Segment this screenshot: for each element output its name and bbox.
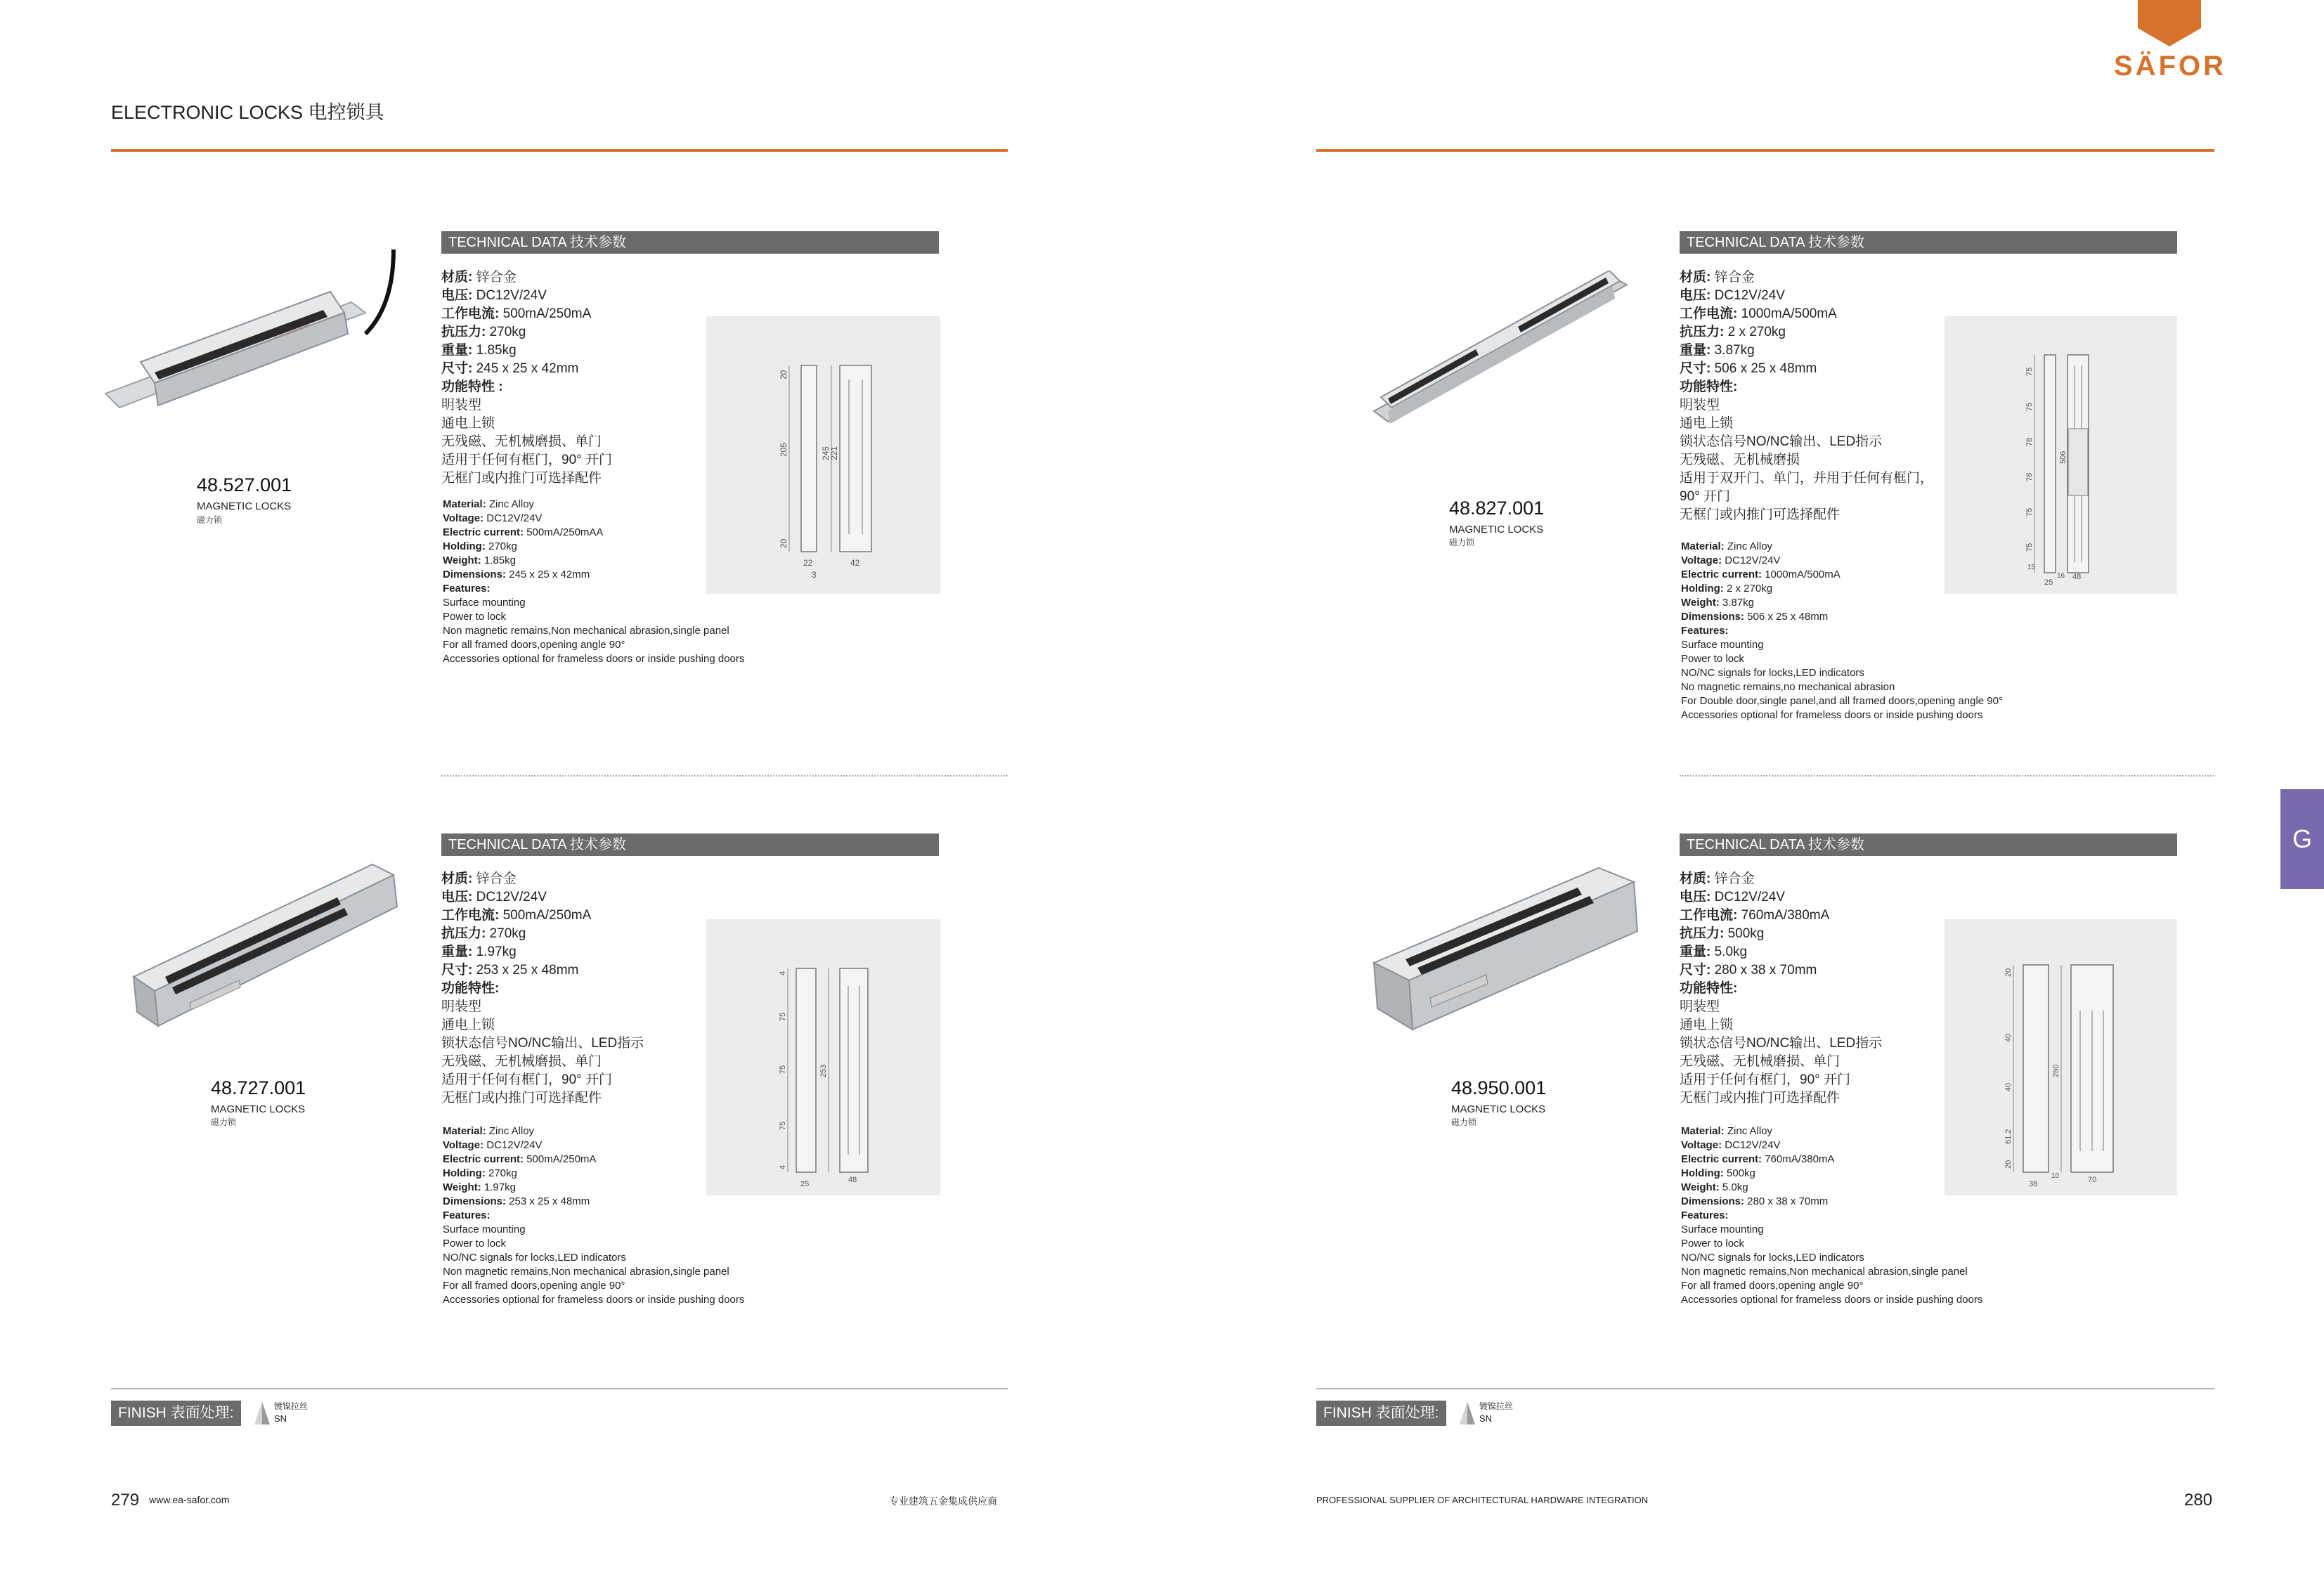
- spec-row: Surface mounting: [443, 597, 526, 609]
- technical-data-header: TECHNICAL DATA 技术参数: [441, 833, 939, 856]
- spec-row: Accessories optional for frameless doors or inside pushing doors: [443, 653, 745, 665]
- dimension-label: 506: [2059, 450, 2067, 464]
- spec-row: 通电上锁: [441, 1018, 495, 1032]
- spec-row: Voltage: DC12V/24V: [443, 512, 543, 524]
- dimension-label: 75: [779, 1121, 787, 1130]
- brand-name: SÄFOR: [2114, 51, 2226, 82]
- spec-row: 材质: 锌合金: [1680, 270, 1755, 285]
- spec-row: 材质: 锌合金: [441, 270, 517, 285]
- dimension-label: 205: [779, 442, 788, 457]
- spec-row: 无框门或内推门可选择配件: [441, 471, 602, 486]
- page-number-right: 280: [2184, 1491, 2213, 1510]
- spec-row: Power to lock: [1681, 1238, 1745, 1250]
- spec-row: 重量: 3.87kg: [1680, 343, 1755, 358]
- spec-row: 电压: DC12V/24V: [1680, 288, 1785, 303]
- dimension-label: 4: [779, 1164, 787, 1169]
- product-photo: [98, 242, 408, 432]
- spec-row: Weight: 1.85kg: [443, 554, 516, 566]
- product-type-cn: 磁力锁: [197, 515, 223, 525]
- spec-row: Electric current: 1000mA/500mA: [1681, 569, 1841, 580]
- spec-row: NO/NC signals for locks,LED indicators: [1681, 1252, 1864, 1264]
- spec-row: Power to lock: [1681, 653, 1745, 665]
- spec-row: 明装型: [441, 999, 482, 1014]
- spec-row: 重量: 1.85kg: [441, 343, 517, 358]
- spec-row: Electric current: 500mA/250mAA: [443, 526, 604, 538]
- dimension-label: 38: [2029, 1180, 2038, 1188]
- product-type-cn: 磁力锁: [1449, 538, 1475, 547]
- spec-row: 工作电流: 760mA/380mA: [1680, 908, 1830, 923]
- dimension-label: 25: [800, 1180, 810, 1188]
- spec-row: 材质: 锌合金: [441, 871, 517, 886]
- product-type: MAGNETIC LOCKS: [1451, 1103, 1546, 1115]
- section-tab[interactable]: G: [2280, 789, 2324, 889]
- spec-row: 功能特性:: [1680, 981, 1738, 996]
- spec-row: 尺寸: 280 x 38 x 70mm: [1680, 963, 1817, 978]
- technical-data-header: TECHNICAL DATA 技术参数: [1680, 231, 2177, 254]
- spec-row: Surface mounting: [443, 1224, 526, 1235]
- finish-rule-right: [1316, 1388, 2214, 1389]
- spec-row: 通电上锁: [1680, 1018, 1734, 1032]
- spec-row: For all framed doors,opening angle 90°: [443, 1280, 625, 1292]
- spec-row: NO/NC signals for locks,LED indicators: [443, 1252, 626, 1264]
- dimension-label: 3: [812, 570, 817, 580]
- dimension-diagram: [1945, 316, 2177, 594]
- dimension-label: 20: [779, 538, 788, 548]
- dimension-label: 4: [779, 971, 787, 975]
- spec-row: Dimensions: 506 x 25 x 48mm: [1681, 611, 1829, 623]
- dimension-label: 75: [779, 1065, 787, 1074]
- spec-row: Non magnetic remains,Non mechanical abrasion,single panel: [443, 1266, 729, 1278]
- dimension-diagram: [706, 919, 940, 1195]
- finish-swatch-code: SN: [1479, 1413, 1493, 1424]
- dimension-label: 48: [2072, 573, 2082, 581]
- product-type-cn: 磁力锁: [211, 1117, 237, 1127]
- spec-row: For all framed doors,opening angle 90°: [443, 639, 625, 651]
- spec-row: Dimensions: 253 x 25 x 48mm: [443, 1195, 590, 1207]
- page-title: ELECTRONIC LOCKS 电控锁具: [111, 102, 384, 123]
- spec-row: 锁状态信号NO/NC输出、LED指示: [441, 1036, 644, 1051]
- spec-list-cn: [1680, 268, 1954, 524]
- spec-row: NO/NC signals for locks,LED indicators: [1681, 667, 1864, 679]
- dimension-label: 25: [2044, 578, 2053, 587]
- section-divider: [1680, 775, 2214, 777]
- dimension-label: 75: [779, 1012, 787, 1021]
- spec-row: 锁状态信号NO/NC输出、LED指示: [1680, 1036, 1883, 1051]
- spec-row: Dimensions: 245 x 25 x 42mm: [443, 569, 590, 580]
- dimension-label: 280: [2052, 1064, 2060, 1077]
- section-divider: [441, 775, 1008, 777]
- spec-row: Weight: 1.97kg: [443, 1181, 516, 1193]
- dimension-label: 61.2: [2004, 1129, 2013, 1144]
- product-photo: [1367, 861, 1648, 1037]
- finish-label: FINISH 表面处理:: [1316, 1401, 1446, 1426]
- spec-row: 工作电流: 500mA/250mA: [441, 908, 592, 923]
- spec-row: Material: Zinc Alloy: [1681, 1125, 1773, 1137]
- dimension-label: 20: [779, 370, 788, 379]
- finish-swatch-cn: 镀镍拉丝: [1479, 1401, 1514, 1411]
- spec-row: Electric current: 500mA/250mA: [443, 1153, 597, 1165]
- spec-row: Voltage: DC12V/24V: [1681, 1139, 1781, 1151]
- dimension-label: 48: [848, 1176, 857, 1184]
- dimension-label: 22: [803, 558, 813, 568]
- spec-row: 抗压力: 500kg: [1680, 926, 1765, 941]
- spec-row: Holding: 270kg: [443, 1167, 517, 1179]
- spec-list-cn: [441, 268, 694, 488]
- finish-label: FINISH 表面处理:: [111, 1401, 241, 1426]
- spec-row: Dimensions: 280 x 38 x 70mm: [1681, 1195, 1829, 1207]
- dimension-label: 10: [2051, 1172, 2060, 1180]
- page-number-left: 279: [111, 1491, 140, 1510]
- spec-row: Accessories optional for frameless doors or inside pushing doors: [443, 1294, 745, 1306]
- spec-row: 无残磁、无机械磨损、单门: [441, 434, 602, 449]
- spec-row: Electric current: 760mA/380mA: [1681, 1153, 1835, 1165]
- spec-row: Holding: 500kg: [1681, 1167, 1755, 1179]
- spec-row: 电压: DC12V/24V: [441, 288, 547, 303]
- spec-row: Accessories optional for frameless doors or inside pushing doors: [1681, 709, 1983, 721]
- spec-row: Non magnetic remains,Non mechanical abrasion,single panel: [1681, 1266, 1968, 1278]
- spec-row: 材质: 锌合金: [1680, 871, 1755, 886]
- spec-row: Holding: 2 x 270kg: [1681, 583, 1773, 595]
- spec-row: 尺寸: 253 x 25 x 48mm: [441, 963, 579, 978]
- spec-row: Non magnetic remains,Non mechanical abrasion,single panel: [443, 625, 729, 637]
- spec-row: 适用于任何有框门，90° 开门: [441, 1072, 613, 1087]
- spec-row: 适用于任何有框门，90° 开门: [1680, 1072, 1851, 1087]
- product-type: MAGNETIC LOCKS: [1449, 524, 1544, 536]
- product-type-cn: 磁力锁: [1451, 1117, 1477, 1127]
- spec-row: 抗压力: 270kg: [441, 926, 526, 941]
- dimension-label: 42: [850, 558, 860, 568]
- spec-row: 明装型: [1680, 999, 1720, 1014]
- spec-row: 尺寸: 506 x 25 x 48mm: [1680, 361, 1817, 376]
- footer-tagline-en: PROFESSIONAL SUPPLIER OF ARCHITECTURAL HARDWARE INTEGRATION: [1316, 1495, 1649, 1505]
- product-code: 48.727.001: [211, 1077, 306, 1098]
- spec-row: 功能特性 :: [441, 379, 503, 394]
- spec-row: 电压: DC12V/24V: [1680, 890, 1785, 904]
- spec-row: 工作电流: 500mA/250mA: [441, 306, 592, 321]
- brand-logo-icon: [2138, 0, 2201, 46]
- spec-row: 工作电流: 1000mA/500mA: [1680, 306, 1837, 321]
- spec-row: For all framed doors,opening angle 90°: [1681, 1280, 1864, 1292]
- dimension-label: 75: [2025, 367, 2034, 376]
- spec-row: Holding: 270kg: [443, 540, 517, 552]
- spec-row: Voltage: DC12V/24V: [1681, 554, 1781, 566]
- spec-row: Power to lock: [443, 1238, 507, 1250]
- spec-row: 功能特性:: [1680, 379, 1738, 394]
- spec-row: 重量: 5.0kg: [1680, 945, 1748, 959]
- spec-row: Weight: 5.0kg: [1681, 1181, 1748, 1193]
- product-photo: [1370, 271, 1630, 432]
- finish-swatch-icon: [253, 1401, 271, 1426]
- finish-swatch-code: SN: [274, 1413, 287, 1424]
- spec-row: 90° 开门: [1680, 489, 1731, 504]
- dimension-label: 75: [2025, 507, 2034, 517]
- dimension-label: 40: [2004, 1082, 2013, 1091]
- dimension-label: 75: [2025, 543, 2034, 552]
- spec-row: 适用于双开门、单门，并用于任何有框门，: [1680, 471, 1934, 486]
- dimension-label: 70: [2088, 1176, 2097, 1184]
- product-code: 48.827.001: [1449, 498, 1545, 519]
- spec-row: Accessories optional for frameless doors or inside pushing doors: [1681, 1294, 1983, 1306]
- finish-swatch-cn: 镀镍拉丝: [274, 1401, 309, 1411]
- spec-row: Features:: [1681, 1209, 1729, 1221]
- finish-swatch-icon: [1458, 1401, 1476, 1426]
- dimension-label: 78: [2025, 472, 2034, 481]
- spec-row: 通电上锁: [441, 416, 495, 431]
- dimension-diagram: [706, 316, 940, 594]
- product-type: MAGNETIC LOCKS: [211, 1103, 306, 1115]
- technical-data-header: TECHNICAL DATA 技术参数: [1680, 833, 2177, 856]
- header-rule-right: [1316, 149, 2214, 152]
- spec-row: Material: Zinc Alloy: [1681, 540, 1773, 552]
- product-photo: [126, 854, 408, 1037]
- dimension-label: 15: [2027, 564, 2036, 571]
- spec-row: 电压: DC12V/24V: [441, 890, 547, 904]
- spec-row: 抗压力: 270kg: [441, 325, 526, 339]
- spec-row: 锁状态信号NO/NC输出、LED指示: [1680, 434, 1883, 449]
- website-link[interactable]: www.ea-safor.com: [149, 1494, 230, 1505]
- dimension-diagram: [1945, 919, 2177, 1195]
- spec-row: Material: Zinc Alloy: [443, 1125, 535, 1137]
- finish-rule-left: [111, 1388, 1008, 1389]
- dimension-label: 40: [2004, 1033, 2013, 1042]
- dimension-label: 78: [2025, 437, 2034, 446]
- spec-row: Voltage: DC12V/24V: [443, 1139, 543, 1151]
- product-type: MAGNETIC LOCKS: [197, 500, 292, 512]
- spec-row: Features:: [443, 583, 491, 595]
- product-code: 48.527.001: [197, 474, 292, 495]
- dimension-label: 16: [2057, 572, 2065, 580]
- spec-row: Weight: 3.87kg: [1681, 597, 1754, 609]
- spec-row: 无框门或内推门可选择配件: [1680, 507, 1841, 522]
- spec-row: 无残磁、无机械磨损: [1680, 453, 1800, 467]
- dimension-label: 20: [2004, 1160, 2013, 1169]
- dimension-label: 75: [2025, 402, 2034, 411]
- technical-data-header: TECHNICAL DATA 技术参数: [441, 231, 939, 254]
- spec-row: No magnetic remains,no mechanical abrasion: [1681, 681, 1895, 693]
- spec-row: 明装型: [1680, 398, 1720, 413]
- spec-list-cn: [441, 870, 715, 1108]
- footer-tagline-cn: 专业建筑五金集成供应商: [889, 1495, 997, 1507]
- spec-row: Material: Zinc Alloy: [443, 498, 535, 510]
- spec-row: Power to lock: [443, 611, 507, 623]
- spec-row: 功能特性:: [441, 981, 500, 996]
- spec-row: 重量: 1.97kg: [441, 945, 517, 959]
- dimension-label: 20: [2004, 968, 2013, 977]
- spec-row: 无残磁、无机械磨损、单门: [441, 1054, 602, 1069]
- spec-row: Features:: [443, 1209, 491, 1221]
- spec-row: Features:: [1681, 625, 1729, 637]
- spec-row: Surface mounting: [1681, 1224, 1764, 1235]
- spec-row: Surface mounting: [1681, 639, 1764, 651]
- spec-row: 尺寸: 245 x 25 x 42mm: [441, 361, 579, 376]
- spec-row: 明装型: [441, 398, 482, 413]
- spec-row: 无框门或内推门可选择配件: [1680, 1091, 1841, 1105]
- product-code: 48.950.001: [1451, 1077, 1547, 1098]
- spec-row: For Double door,single panel,and all framed doors,opening angle 90°: [1681, 695, 2003, 707]
- dimension-label: 253: [819, 1064, 828, 1077]
- dimension-label: 221: [829, 446, 839, 460]
- dimension-label: 245: [821, 446, 831, 460]
- spec-row: 抗压力: 2 x 270kg: [1680, 325, 1786, 339]
- header-rule-left: [111, 149, 1008, 152]
- spec-row: 通电上锁: [1680, 416, 1734, 431]
- spec-list-cn: [1680, 870, 1954, 1108]
- spec-row: 适用于任何有框门，90° 开门: [441, 453, 613, 467]
- spec-row: 无残磁、无机械磨损、单门: [1680, 1054, 1841, 1069]
- spec-row: 无框门或内推门可选择配件: [441, 1091, 602, 1105]
